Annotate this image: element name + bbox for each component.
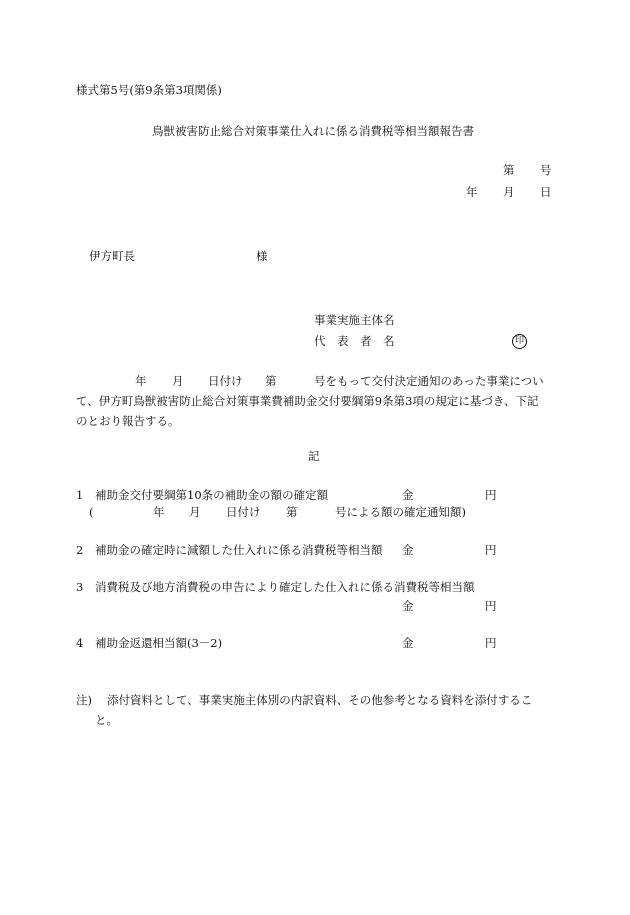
item-2-number: 2 [76, 543, 84, 557]
item-1-sub-rest: 号による額の確定通知額) [335, 505, 466, 519]
ki-heading: 記 [308, 449, 320, 463]
document-title: 鳥獣被害防止総合対策事業仕入れに係る消費税等相当額報告書 [152, 124, 474, 138]
addressee-honorific: 様 [256, 249, 268, 263]
form-number: 様式第5号(第9条第3項関係) [76, 83, 222, 97]
item-1-sub-month: 月 [189, 505, 201, 519]
entity-name-label: 事業実施主体名 [314, 313, 395, 327]
item-3-text: 消費税及び地方消費税の申告により確定した仕入れに係る消費税等相当額 [95, 580, 475, 594]
item-2-kin: 金 [402, 543, 414, 557]
item-1-yen: 円 [485, 488, 497, 502]
item-3-kin: 金 [402, 599, 414, 613]
note-label: 注) [76, 693, 92, 707]
date-month: 月 [503, 185, 515, 199]
body-line1-dai: 第 [265, 374, 277, 388]
body-line2: て、伊方町鳥獣被害防止総合対策事業費補助金交付要綱第9条第3項の規定に基づき、下記 [76, 394, 539, 408]
doc-number-dai: 第 [503, 163, 515, 177]
item-1-sub-dated: 日付け [226, 505, 261, 519]
seal-mark [512, 334, 527, 349]
item-1-sub-dai: 第 [286, 505, 298, 519]
body-line1-rest: 号をもって交付決定通知のあった事業につい [314, 374, 544, 388]
representative-label: 代 表 者 名 [314, 334, 395, 348]
item-4-text: 補助金返還相当額(3－2) [95, 636, 223, 650]
item-4-kin: 金 [402, 636, 414, 650]
body-line1-month: 月 [172, 374, 184, 388]
item-4-number: 4 [76, 636, 84, 650]
item-4-yen: 円 [485, 636, 497, 650]
date-year: 年 [466, 185, 478, 199]
body-line3: のとおり報告する。 [76, 414, 180, 428]
item-1-number: 1 [76, 488, 84, 502]
addressee-name: 伊方町長 [89, 249, 135, 263]
date-day: 日 [540, 185, 552, 199]
item-1-sub-year: 年 [153, 505, 165, 519]
seal-label: 印 [514, 336, 524, 346]
item-1-sub-open: ( [89, 505, 94, 519]
item-1-text: 補助金交付要綱第10条の補助金の額の確定額 [95, 488, 329, 502]
item-3-yen: 円 [485, 599, 497, 613]
note-line2: と。 [95, 713, 118, 727]
doc-number-go: 号 [540, 163, 552, 177]
item-2-text: 補助金の確定時に減額した仕入れに係る消費税等相当額 [95, 543, 383, 557]
note-line1: 添付資料として、事業実施主体別の内訳資料、その他参考となる資料を添付するこ [107, 693, 533, 707]
item-2-yen: 円 [485, 543, 497, 557]
body-line1-year: 年 [135, 374, 147, 388]
item-3-number: 3 [76, 580, 84, 594]
body-line1-dated: 日付け [208, 374, 243, 388]
item-1-kin: 金 [402, 488, 414, 502]
